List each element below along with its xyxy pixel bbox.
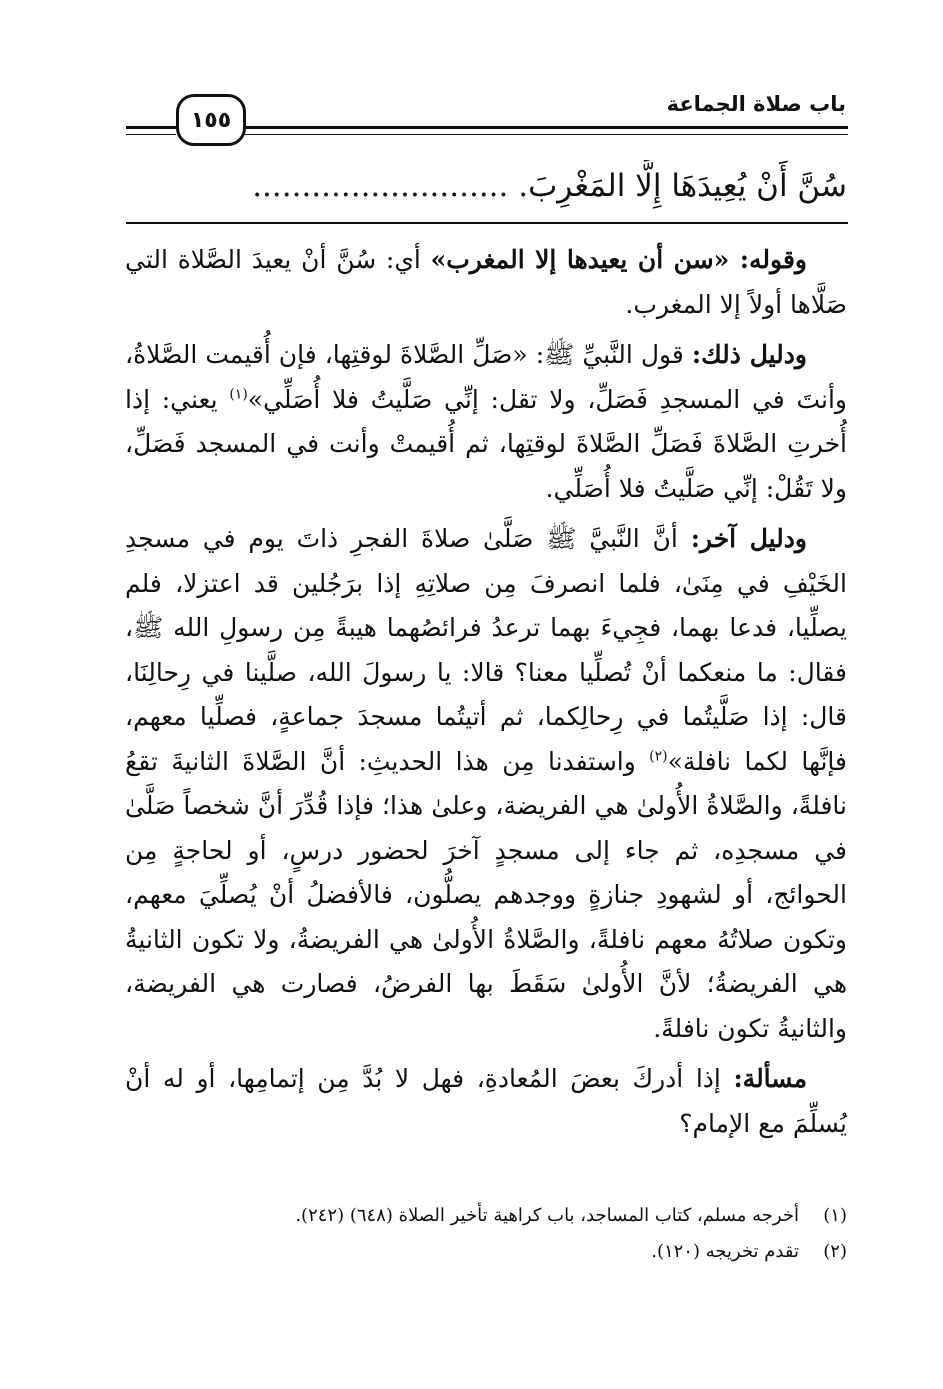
footnote [125,1234,847,1270]
running-head: باب صلاة الجماعة [666,92,846,116]
paragraph-text: إذا أدركَ بعضَ المُعادةِ، فهل لا بُدَّ مِن إتمامِها، أو له أنْ يُسلِّمَ مع الإمام؟ [125,1064,847,1138]
footnote-number: (٢) [823,1241,847,1262]
footnotes [125,1198,847,1270]
footnote-text: تقدم تخريجه (١٢٠). [651,1241,799,1262]
paragraph-lead: ودليل ذلك: [691,340,807,369]
paragraph-text: أي: سُنَّ أنْ يعيدَ الصَّلاة التي صَلَّاها أولاً إلا المغرب. [125,245,847,319]
header-rule-left-thin [126,134,176,135]
paragraph-lead: مسألة: [733,1064,807,1093]
footnote-number: (١) [823,1205,847,1226]
header-rule-left [126,126,176,129]
footnote [125,1198,847,1234]
paragraph-text: قول النَّبيِّ ﷺ: «صَلِّ الصَّلاةَ لوقتِها، فإن أُقيمت الصَّلاةُ، وأنتَ في المسجدِ فَصَلِّ، ولا تقل: إنِّي صَلَّيتُ فلا أُصَلِّي» [125,340,848,414]
paragraph [125,517,847,1051]
matn-divider [126,222,848,224]
page-number: ١٥٥ [176,94,246,146]
paragraph [125,333,847,511]
footnote-ref[interactable]: (١) [229,386,248,403]
footnote-ref[interactable]: (٢) [649,748,668,765]
commentary-body [125,238,847,1152]
header-rule-right-thin [240,134,848,135]
paragraph [125,238,847,327]
footnote-text: أخرجه مسلم، كتاب المساجد، باب كراهية تأخير الصلاة (٦٤٨) (٢٤٢). [295,1205,799,1226]
paragraph-text: أنَّ النَّبيَّ ﷺ صَلَّىٰ صلاةَ الفجرِ ذاتَ يوم في مسجدِ الخَيْفِ في مِنَىٰ، فلما انصرفَ مِن صلاتِهِ إذا برَجُلين قد اعتزلا، فلم يصلِّيا، فدعا بهما، فجِيءَ بهما ترعدُ فرائصُهما هيبةً مِن رسولِ الله ﷺ، فقال: ما منعكما أنْ تُصلِّيا معنا؟ قالا: يا رسولَ الله، صلَّينا في رِحالِنَا، قال: إذا صَلَّيتُما في رِحالِكما، ثم أتيتُما مسجدَ جماعةٍ، فصلِّيا معهم، فإنَّها لكما نافلة» [125,524,847,776]
paragraph [125,1057,847,1146]
header-rule-right [240,126,848,129]
paragraph-lead: وقوله: «سن أن يعيدها إلا المغرب» [430,245,807,274]
paragraph-text: يعني: إذا أُخرتِ الصَّلاةَ فَصَلِّ الصَّلاةَ لوقتِها، ثم أُقيمتْ وأنت في المسجد فَصَلِّ، ولا تَقُلْ: إنِّي صَلَّيتُ فلا أُصَلِّي. [125,384,847,503]
matn-line: سُنَّ أَنْ يُعِيدَهَا إِلَّا المَغْرِبَ. .......................... [252,168,847,204]
page-header [126,90,848,152]
paragraph-text: واستفدنا مِن هذا الحديثِ: أنَّ الصَّلاةَ الثانيةَ تقعُ نافلةً، والصَّلاةُ الأُولىٰ هي الفريضة، وعلىٰ هذا؛ فإذا قُدِّرَ أنَّ شخصاً صَلَّىٰ في مسجدِه، ثم جاء إلى مسجدٍ آخرَ لحضور درسٍ، أو لحاجةٍ مِن الحوائج، أو لشهودِ جنازةٍ ووجدهم يصلُّون، فالأفضلُ أنْ يُصلِّيَ معهم، وتكون صلاتُهُ معهم نافلةً، والصَّلاةُ الأُولىٰ هي الفريضةُ، ولا تكون الثانيةُ هي الفريضةُ؛ لأنَّ الأُولىٰ سَقَطَ بها الفرضُ، فصارت هي الفريضة، والثانيةُ تكون نافلةً. [125,746,847,1043]
paragraph-lead: ودليل آخر: [690,524,807,553]
